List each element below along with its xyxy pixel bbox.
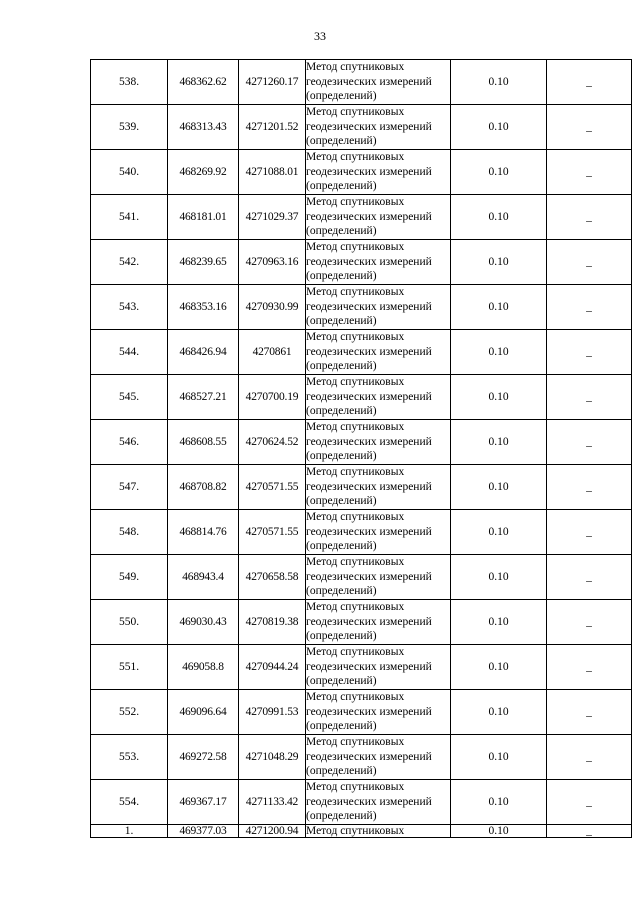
table-row bbox=[91, 600, 632, 645]
point-number-cell: 1. bbox=[91, 825, 168, 838]
y-coordinate-cell: 4270963.16 bbox=[239, 240, 306, 285]
accuracy-cell: 0.10 bbox=[451, 735, 547, 780]
method-cell: Метод спутниковых геодезических измерений (определений) bbox=[306, 735, 451, 780]
method-cell: Метод спутниковых геодезических измерений (определений) bbox=[306, 105, 451, 150]
x-coordinate-cell: 468426.94 bbox=[168, 330, 239, 375]
y-coordinate-cell: 4270700.19 bbox=[239, 375, 306, 420]
y-coordinate-cell: 4270658.58 bbox=[239, 555, 306, 600]
accuracy-cell: 0.10 bbox=[451, 555, 547, 600]
point-number-cell: 548. bbox=[91, 510, 168, 555]
method-cell: Метод спутниковых геодезических измерений (определений) bbox=[306, 555, 451, 600]
point-number-cell: 544. bbox=[91, 330, 168, 375]
point-number-cell: 540. bbox=[91, 150, 168, 195]
point-number-cell: 538. bbox=[91, 60, 168, 105]
note-cell: _ bbox=[547, 735, 632, 780]
table-row bbox=[91, 780, 632, 825]
point-number-cell: 545. bbox=[91, 375, 168, 420]
note-cell: _ bbox=[547, 150, 632, 195]
table-row bbox=[91, 555, 632, 600]
note-cell: _ bbox=[547, 105, 632, 150]
note-cell: _ bbox=[547, 600, 632, 645]
table-row bbox=[91, 150, 632, 195]
x-coordinate-cell: 468943.4 bbox=[168, 555, 239, 600]
method-cell: Метод спутниковых геодезических измерений (определений) bbox=[306, 645, 451, 690]
x-coordinate-cell: 468269.92 bbox=[168, 150, 239, 195]
point-number-cell: 549. bbox=[91, 555, 168, 600]
note-cell: _ bbox=[547, 240, 632, 285]
x-coordinate-cell: 469096.64 bbox=[168, 690, 239, 735]
point-number-cell: 551. bbox=[91, 645, 168, 690]
y-coordinate-cell: 4270861 bbox=[239, 330, 306, 375]
y-coordinate-cell: 4271201.52 bbox=[239, 105, 306, 150]
y-coordinate-cell: 4271200.94 bbox=[239, 825, 306, 838]
table-row bbox=[91, 60, 632, 105]
point-number-cell: 546. bbox=[91, 420, 168, 465]
method-cell: Метод спутниковых геодезических измерений (определений) bbox=[306, 465, 451, 510]
note-cell: _ bbox=[547, 285, 632, 330]
y-coordinate-cell: 4270571.55 bbox=[239, 510, 306, 555]
accuracy-cell: 0.10 bbox=[451, 330, 547, 375]
y-coordinate-cell: 4270930.99 bbox=[239, 285, 306, 330]
method-cell: Метод спутниковых геодезических измерений (определений) bbox=[306, 330, 451, 375]
method-cell: Метод спутниковых геодезических измерений (определений) bbox=[306, 690, 451, 735]
accuracy-cell: 0.10 bbox=[451, 510, 547, 555]
y-coordinate-cell: 4271260.17 bbox=[239, 60, 306, 105]
method-cell: Метод спутниковых геодезических измерений (определений) bbox=[306, 285, 451, 330]
x-coordinate-cell: 468313.43 bbox=[168, 105, 239, 150]
table-row bbox=[91, 735, 632, 780]
coordinates-table bbox=[90, 59, 632, 838]
y-coordinate-cell: 4270571.55 bbox=[239, 465, 306, 510]
x-coordinate-cell: 468814.76 bbox=[168, 510, 239, 555]
note-cell: _ bbox=[547, 195, 632, 240]
table-row bbox=[91, 825, 632, 838]
x-coordinate-cell: 468353.16 bbox=[168, 285, 239, 330]
point-number-cell: 554. bbox=[91, 780, 168, 825]
x-coordinate-cell: 469272.58 bbox=[168, 735, 239, 780]
page-number: 33 bbox=[314, 29, 326, 43]
y-coordinate-cell: 4270991.53 bbox=[239, 690, 306, 735]
y-coordinate-cell: 4271133.42 bbox=[239, 780, 306, 825]
point-number-cell: 553. bbox=[91, 735, 168, 780]
method-cell: Метод спутниковых геодезических измерений (определений) bbox=[306, 600, 451, 645]
point-number-cell: 547. bbox=[91, 465, 168, 510]
x-coordinate-cell: 468362.62 bbox=[168, 60, 239, 105]
y-coordinate-cell: 4271029.37 bbox=[239, 195, 306, 240]
y-coordinate-cell: 4271048.29 bbox=[239, 735, 306, 780]
accuracy-cell: 0.10 bbox=[451, 105, 547, 150]
table-row bbox=[91, 510, 632, 555]
note-cell: _ bbox=[547, 420, 632, 465]
note-cell: _ bbox=[547, 510, 632, 555]
method-cell: Метод спутниковых геодезических измерений (определений) bbox=[306, 195, 451, 240]
accuracy-cell: 0.10 bbox=[451, 195, 547, 240]
accuracy-cell: 0.10 bbox=[451, 420, 547, 465]
point-number-cell: 550. bbox=[91, 600, 168, 645]
note-cell: _ bbox=[547, 780, 632, 825]
accuracy-cell: 0.10 bbox=[451, 825, 547, 838]
accuracy-cell: 0.10 bbox=[451, 375, 547, 420]
y-coordinate-cell: 4270944.24 bbox=[239, 645, 306, 690]
table-row bbox=[91, 240, 632, 285]
accuracy-cell: 0.10 bbox=[451, 465, 547, 510]
method-cell: Метод спутниковых bbox=[306, 825, 451, 838]
point-number-cell: 539. bbox=[91, 105, 168, 150]
point-number-cell: 542. bbox=[91, 240, 168, 285]
method-cell: Метод спутниковых геодезических измерений (определений) bbox=[306, 60, 451, 105]
coordinates-table-body bbox=[91, 60, 632, 838]
y-coordinate-cell: 4270819.38 bbox=[239, 600, 306, 645]
note-cell: _ bbox=[547, 330, 632, 375]
x-coordinate-cell: 469058.8 bbox=[168, 645, 239, 690]
table-row bbox=[91, 330, 632, 375]
accuracy-cell: 0.10 bbox=[451, 150, 547, 195]
table-row bbox=[91, 645, 632, 690]
y-coordinate-cell: 4270624.52 bbox=[239, 420, 306, 465]
note-cell: _ bbox=[547, 825, 632, 838]
table-row bbox=[91, 105, 632, 150]
accuracy-cell: 0.10 bbox=[451, 645, 547, 690]
method-cell: Метод спутниковых геодезических измерений (определений) bbox=[306, 150, 451, 195]
note-cell: _ bbox=[547, 465, 632, 510]
method-cell: Метод спутниковых геодезических измерений (определений) bbox=[306, 510, 451, 555]
table-row bbox=[91, 465, 632, 510]
point-number-cell: 541. bbox=[91, 195, 168, 240]
y-coordinate-cell: 4271088.01 bbox=[239, 150, 306, 195]
accuracy-cell: 0.10 bbox=[451, 690, 547, 735]
method-cell: Метод спутниковых геодезических измерений (определений) bbox=[306, 375, 451, 420]
note-cell: _ bbox=[547, 555, 632, 600]
table-row bbox=[91, 375, 632, 420]
x-coordinate-cell: 469367.17 bbox=[168, 780, 239, 825]
method-cell: Метод спутниковых геодезических измерений (определений) bbox=[306, 780, 451, 825]
table-row bbox=[91, 420, 632, 465]
x-coordinate-cell: 469377.03 bbox=[168, 825, 239, 838]
accuracy-cell: 0.10 bbox=[451, 285, 547, 330]
accuracy-cell: 0.10 bbox=[451, 780, 547, 825]
table-row bbox=[91, 285, 632, 330]
accuracy-cell: 0.10 bbox=[451, 240, 547, 285]
x-coordinate-cell: 468527.21 bbox=[168, 375, 239, 420]
accuracy-cell: 0.10 bbox=[451, 60, 547, 105]
accuracy-cell: 0.10 bbox=[451, 600, 547, 645]
method-cell: Метод спутниковых геодезических измерений (определений) bbox=[306, 240, 451, 285]
note-cell: _ bbox=[547, 645, 632, 690]
table-row bbox=[91, 195, 632, 240]
x-coordinate-cell: 469030.43 bbox=[168, 600, 239, 645]
x-coordinate-cell: 468708.82 bbox=[168, 465, 239, 510]
x-coordinate-cell: 468239.65 bbox=[168, 240, 239, 285]
note-cell: _ bbox=[547, 690, 632, 735]
point-number-cell: 552. bbox=[91, 690, 168, 735]
point-number-cell: 543. bbox=[91, 285, 168, 330]
note-cell: _ bbox=[547, 60, 632, 105]
method-cell: Метод спутниковых геодезических измерений (определений) bbox=[306, 420, 451, 465]
x-coordinate-cell: 468181.01 bbox=[168, 195, 239, 240]
note-cell: _ bbox=[547, 375, 632, 420]
table-row bbox=[91, 690, 632, 735]
x-coordinate-cell: 468608.55 bbox=[168, 420, 239, 465]
